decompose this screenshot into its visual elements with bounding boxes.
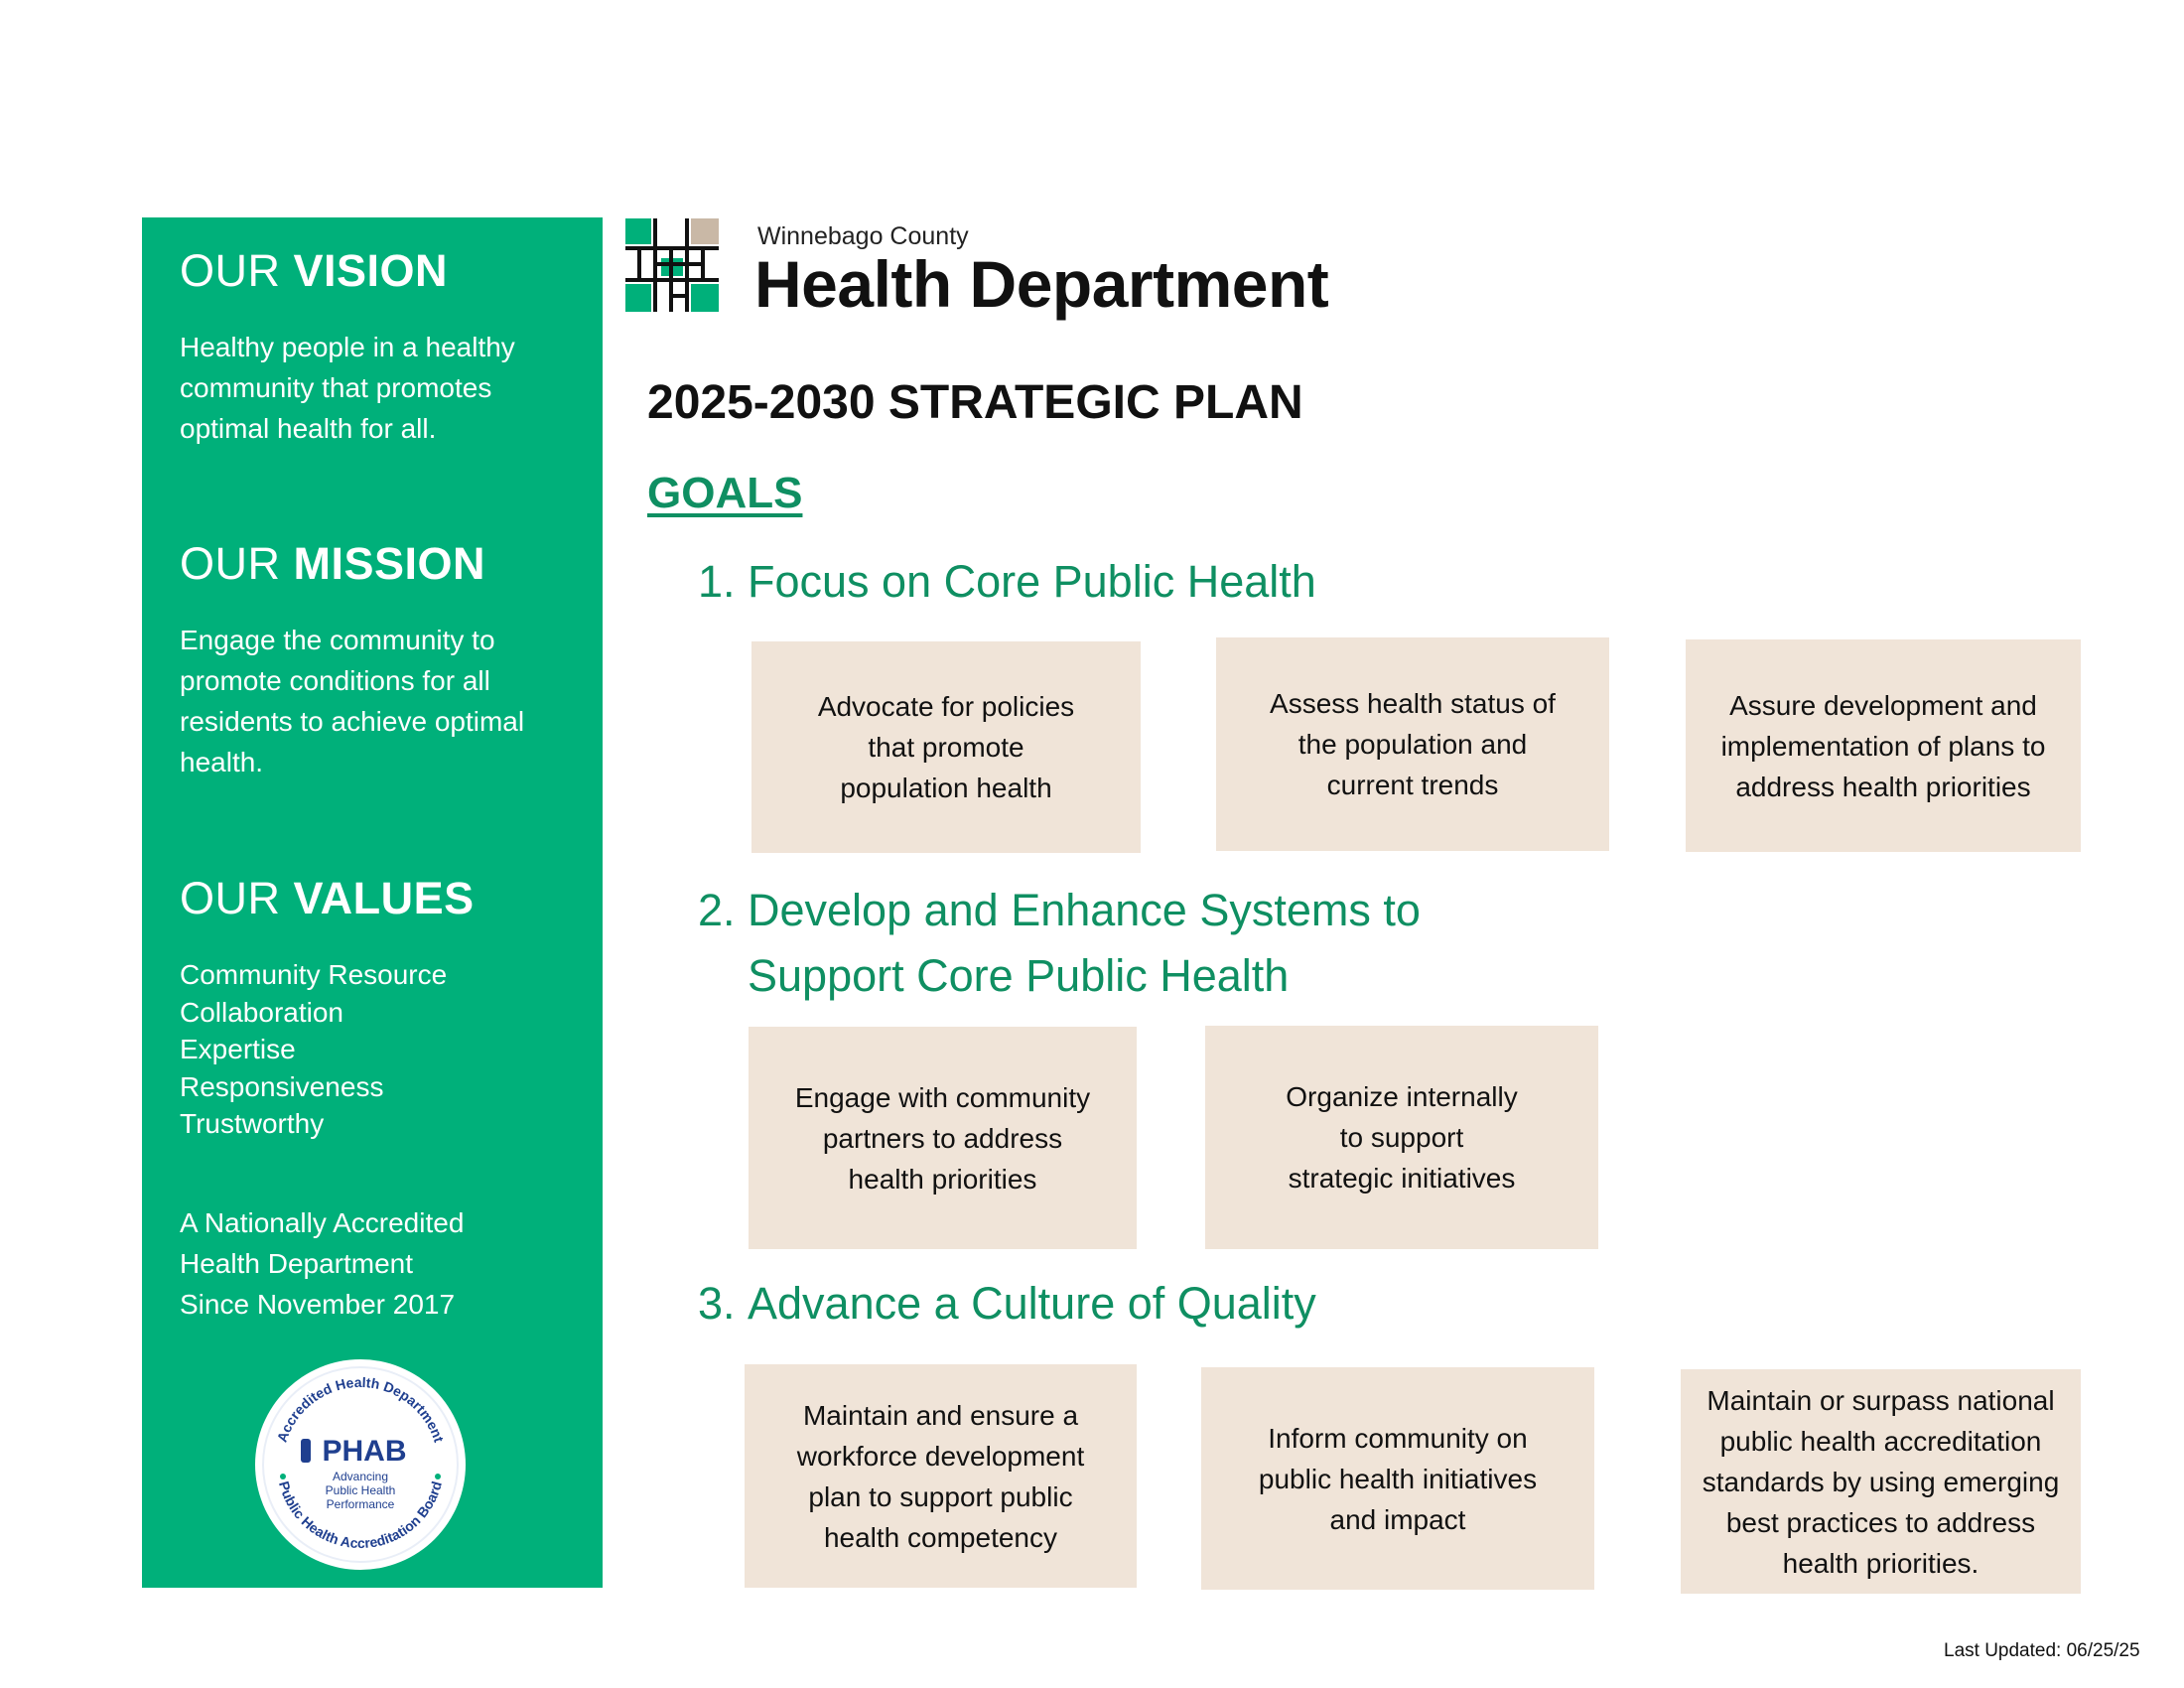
- goal-2-card-1: Engage with community partners to address health priorities: [749, 1027, 1137, 1249]
- goal-1-heading: 1. Focus on Core Public Health: [698, 556, 1316, 607]
- goal-1-card-3: Assure development and implementation of plans to address health priorities: [1686, 639, 2081, 852]
- mission-heading: OUR MISSION: [180, 538, 486, 589]
- value-item: Collaboration: [180, 996, 343, 1028]
- logo-county-name: Winnebago County: [757, 222, 969, 250]
- page-title: 2025-2030 STRATEGIC PLAN: [647, 376, 1303, 429]
- svg-text:Public Health Accreditation Bo: Public Health Accreditation Board: [276, 1478, 445, 1552]
- goal-1-card-1: Advocate for policies that promote population health: [751, 641, 1141, 853]
- vision-text: Healthy people in a healthy community that promotes optimal health for all.: [180, 332, 515, 444]
- logo-department-name: Health Department: [754, 247, 1329, 321]
- svg-text:Accredited Health Department: Accredited Health Department: [273, 1373, 448, 1445]
- values-list: [180, 956, 447, 1143]
- mission-text: Engage the community to promote conditions for all residents to achieve optimal health.: [180, 625, 525, 777]
- value-item: Trustworthy: [180, 1108, 325, 1139]
- goal-2-card-2: Organize internally to support strategic initiatives: [1205, 1026, 1598, 1249]
- vision-heading: OUR VISION: [180, 245, 449, 296]
- goal-3-card-3: Maintain or surpass national public health accreditation standards by using emerging best practices to address health priorities.: [1681, 1369, 2081, 1594]
- phab-seal-icon: [253, 1357, 468, 1572]
- svg-text:Advancing: Advancing: [332, 1470, 389, 1483]
- last-updated-date: Last Updated: 06/25/25: [1944, 1640, 2140, 1661]
- value-item: Community Resource: [180, 959, 448, 990]
- values-heading: OUR VALUES: [180, 873, 475, 923]
- goal-3-card-1: Maintain and ensure a workforce development plan to support public health competency: [745, 1364, 1137, 1588]
- goals-heading: GOALS: [647, 469, 803, 517]
- goal-2-heading: 2. Develop and Enhance Systems to Support Core Public Health: [698, 885, 1421, 1001]
- goal-1-card-2: Assess health status of the population and current trends: [1216, 637, 1609, 851]
- accreditation-statement: A Nationally Accredited Health Department Since November 2017: [180, 1207, 465, 1320]
- svg-text:Performance: Performance: [326, 1497, 395, 1511]
- svg-text:PHAB: PHAB: [322, 1435, 407, 1468]
- goal-3-heading: 3. Advance a Culture of Quality: [698, 1278, 1316, 1329]
- value-item: Expertise: [180, 1034, 296, 1064]
- sidebar-panel: [142, 217, 603, 1588]
- value-item: Responsiveness: [180, 1070, 384, 1102]
- svg-text:Public Health: Public Health: [325, 1483, 396, 1497]
- health-department-logo-icon: [625, 218, 719, 312]
- goal-3-card-2: Inform community on public health initiatives and impact: [1201, 1367, 1594, 1590]
